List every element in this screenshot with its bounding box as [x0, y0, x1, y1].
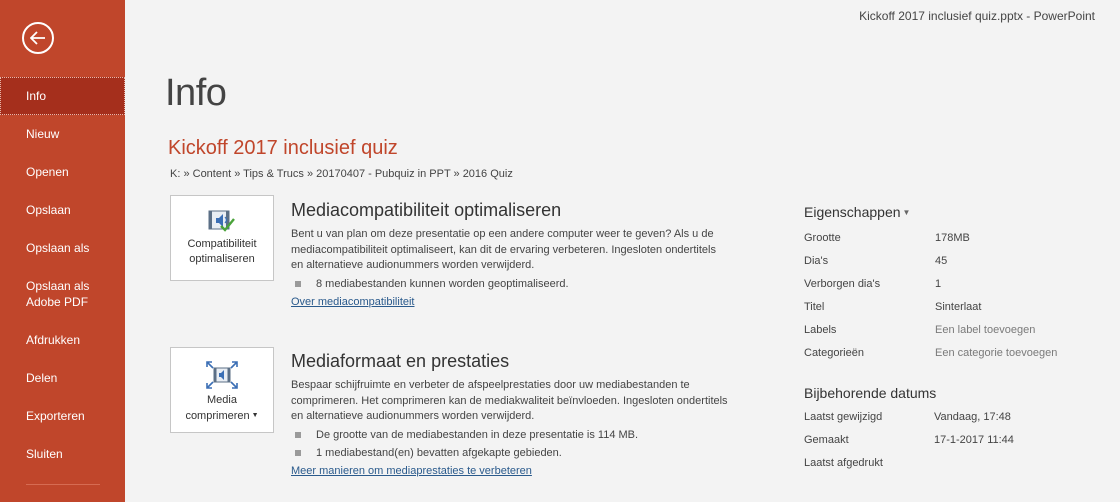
property-row-labels: Labels Een label toevoegen	[804, 323, 1036, 336]
list-item: De grootte van de mediabestanden in deze presentatie is 114 MB.	[291, 428, 731, 443]
media-size-section	[291, 351, 731, 479]
about-media-compatibility-link[interactable]: Over mediacompatibiliteit	[291, 295, 415, 308]
backstage-nav	[0, 77, 125, 473]
nav-divider	[26, 484, 100, 485]
date-row-created: Gemaakt 17-1-2017 11:44	[804, 433, 1014, 446]
media-size-description: Bespaar schijfruimte en verbeter de afspeelprestaties door uw mediabestanden te comprimeren. Het comprimeren kan de mediakwaliteit beïnvloeden. Ingesloten ondertitels en alternatieve audionummers worden verwijderd.	[291, 379, 728, 422]
related-dates-panel	[804, 385, 1104, 474]
compress-media-label-1: Media	[207, 394, 237, 406]
nav-item-info[interactable]: Info	[0, 77, 125, 115]
property-row-slides: Dia's 45	[804, 254, 948, 267]
properties-panel	[804, 204, 1104, 364]
nav-item-sluiten[interactable]: Sluiten	[26, 447, 63, 461]
nav-item-exporteren[interactable]: Exporteren	[26, 409, 85, 423]
properties-heading[interactable]: Eigenschappen ▼	[804, 204, 911, 220]
back-button[interactable]	[22, 22, 54, 54]
optimize-compatibility-button[interactable]	[170, 195, 274, 281]
optimize-compatibility-label-2: optimaliseren	[189, 253, 255, 265]
optimize-compatibility-label-1: Compatibiliteit	[187, 238, 257, 250]
dropdown-caret-icon: ▼	[902, 208, 911, 217]
title-field[interactable]: Sinterlaat	[935, 300, 982, 313]
improve-media-performance-link[interactable]: Meer manieren om mediaprestaties te verbeteren	[291, 464, 532, 477]
property-row-title: Titel Sinterlaat	[804, 300, 982, 313]
list-item: 1 mediabestand(en) bevatten afgekapte gebieden.	[291, 446, 731, 461]
nav-item-nieuw[interactable]: Nieuw	[26, 127, 60, 141]
nav-item-delen[interactable]: Delen	[26, 371, 58, 385]
compress-media-label-2: comprimeren ▼	[185, 410, 259, 422]
nav-item-opslaan-als-pdf[interactable]: Opslaan als Adobe PDF	[26, 279, 90, 309]
nav-item-opslaan-als[interactable]: Opslaan als	[26, 241, 90, 255]
document-path: K: » Content » Tips & Trucs » 20170407 - Pubquiz in PPT » 2016 Quiz	[170, 168, 513, 180]
media-compatibility-section	[291, 200, 731, 310]
compress-media-button[interactable]	[170, 347, 274, 433]
window-title: Kickoff 2017 inclusief quiz.pptx - PowerPoint	[859, 9, 1095, 23]
media-compatibility-heading: Mediacompatibiliteit optimaliseren	[291, 200, 562, 220]
media-compatibility-icon	[207, 208, 237, 234]
list-item: 8 mediabestanden kunnen worden geoptimaliseerd.	[291, 277, 731, 292]
bullet-icon	[295, 432, 301, 438]
dropdown-caret-icon: ▼	[251, 412, 259, 419]
property-row-categories: Categorieën Een categorie toevoegen	[804, 346, 1058, 359]
compress-media-icon	[205, 360, 239, 390]
media-size-heading: Mediaformaat en prestaties	[291, 351, 510, 371]
media-compatibility-description: Bent u van plan om deze presentatie op een andere computer weer te geven? Als u de mediacompatibiliteit optimaliseert, kan dit de ervaring verbeteren. Ingesloten ondertitels en alternatieve audionummers worden verwijderd.	[291, 228, 716, 271]
bullet-icon	[295, 450, 301, 456]
document-title: Kickoff 2017 inclusief quiz	[168, 137, 398, 159]
add-label-field[interactable]: Een label toevoegen	[935, 323, 1036, 336]
bullet-icon	[295, 281, 301, 287]
related-dates-heading: Bijbehorende datums	[804, 385, 937, 401]
nav-item-afdrukken[interactable]: Afdrukken	[26, 333, 81, 347]
backstage-sidebar	[0, 0, 125, 502]
back-arrow-icon	[30, 31, 46, 45]
date-row-modified: Laatst gewijzigd Vandaag, 17:48	[804, 410, 1011, 423]
date-row-printed: Laatst afgedrukt	[804, 456, 883, 469]
page-title: Info	[165, 72, 227, 114]
property-row-size: Grootte 178MB	[804, 231, 970, 244]
add-category-field[interactable]: Een categorie toevoegen	[935, 346, 1058, 359]
nav-item-openen[interactable]: Openen	[26, 165, 69, 179]
nav-item-opslaan[interactable]: Opslaan	[26, 203, 71, 217]
property-row-hidden-slides: Verborgen dia's 1	[804, 277, 942, 290]
